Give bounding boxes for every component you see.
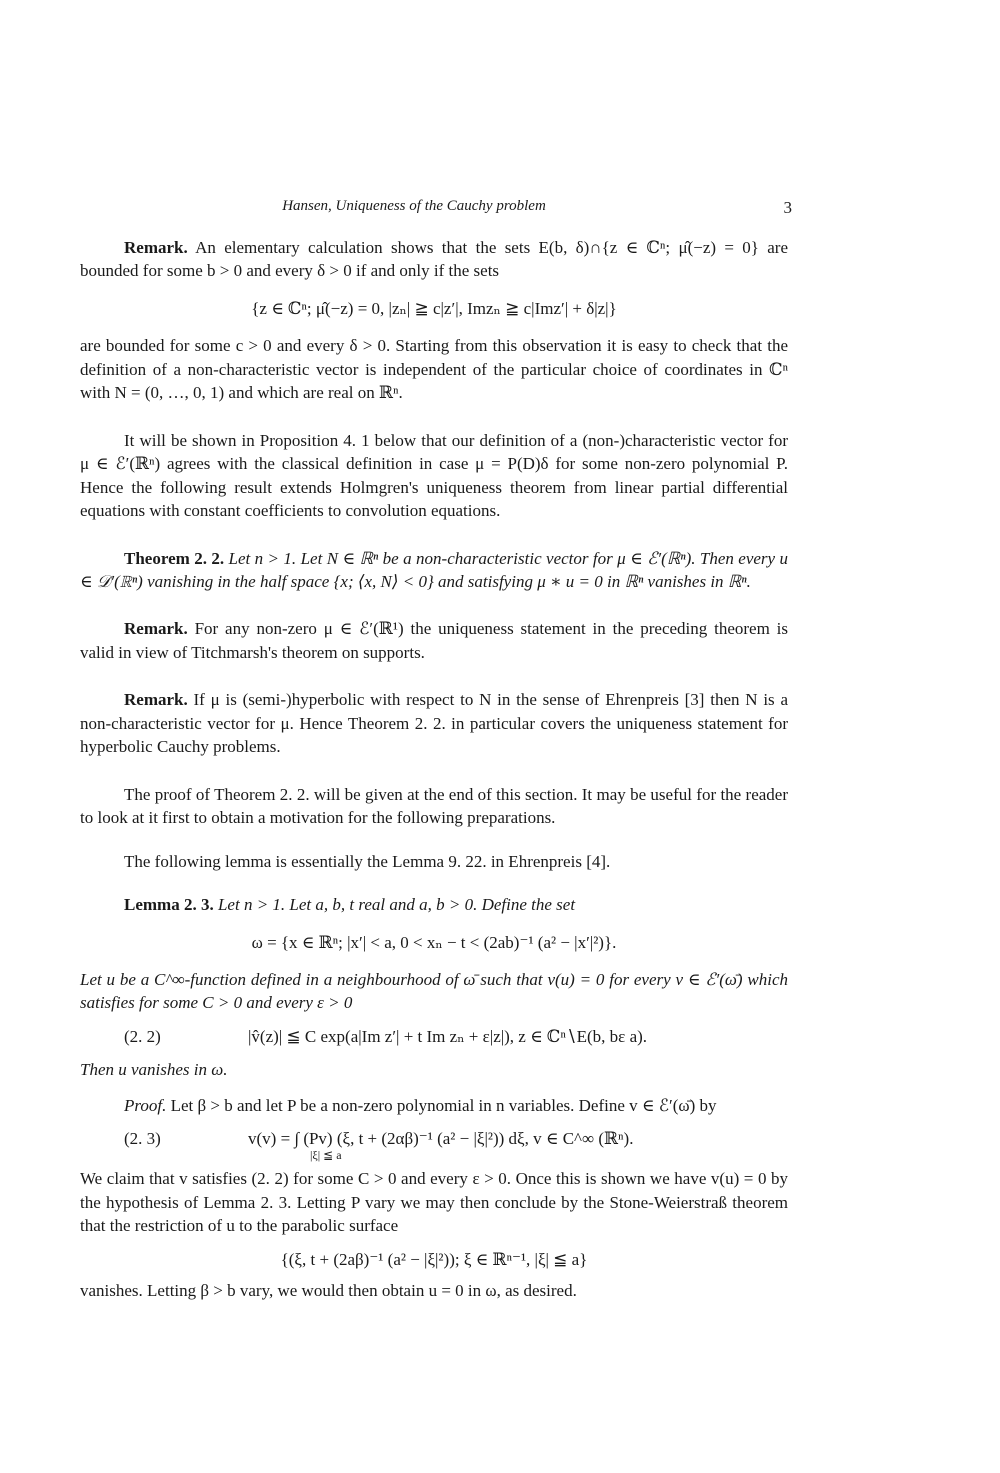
- equation-2-3-number: (2. 3): [124, 1129, 161, 1149]
- equation-2-2: [80, 1025, 788, 1048]
- lemma-label: Lemma 2. 3.: [124, 895, 214, 915]
- lemma-text-b: Let u be a C^∞-function defined in a neighbourhood of ω̄ such that v(u) = 0 for every v ∈ ℰ′(ω̄) which satisfies for some C > 0 and every ε > 0: [80, 969, 788, 1013]
- remark-2-label: Remark.: [124, 619, 188, 639]
- surface-display: {(ξ, t + (2aβ)⁻¹ (a² − |ξ|²)); ξ ∈ ℝⁿ⁻¹, |ξ| ≦ a}: [280, 1249, 588, 1269]
- lemma-conclusion: Then u vanishes in ω.: [80, 1060, 228, 1080]
- remark-2: [80, 617, 788, 664]
- lemma-intro-paragraph: The following lemma is essentially the Lemma 9. 22. in Ehrenpreis [4].: [124, 851, 611, 871]
- theorem-text: Let n > 1. Let N ∈ ℝⁿ be a non-characteristic vector for μ ∈ ℰ′(ℝⁿ). Then every u ∈ 𝒟′(ℝⁿ) vanishing in the half space {x; ⟨x, N⟩ < 0} and satisfying μ ∗ u = 0 in ℝⁿ vanishes in ℝⁿ.: [80, 548, 788, 591]
- equation-2-2-number: (2. 2): [124, 1026, 161, 1046]
- page-body: [80, 196, 792, 1303]
- lemma-2-3: [80, 893, 788, 916]
- equation-2-3: [80, 1127, 788, 1163]
- remark-3: [80, 688, 788, 758]
- proof-paragraph: [80, 1094, 788, 1117]
- running-head: [80, 196, 792, 220]
- remark-1-text-a: An elementary calculation shows that the sets E(b, δ)∩{z ∈ ℂⁿ; μ̂(−z) = 0} are bounded for some b > 0 and every δ > 0 if and only if the sets: [80, 238, 788, 281]
- theorem-label: Theorem 2. 2.: [124, 548, 225, 568]
- equation-2-3-subscript: |ξ| ≦ a: [310, 1147, 342, 1162]
- proof-intro-paragraph: The proof of Theorem 2. 2. will be given at the end of this section. It may be useful for the reader to look at it first to obtain a motivation for the following preparations.: [80, 784, 788, 828]
- remark-3-text: If μ is (semi-)hyperbolic with respect to N in the sense of Ehrenpreis [3] then N is a non-characteristic vector for μ. Hence Theorem 2. 2. in particular covers the uniqueness statement for hyperbolic Cauchy problems.: [80, 690, 788, 757]
- final-paragraph: vanishes. Letting β > b vary, we would then obtain u = 0 in ω, as desired.: [80, 1281, 577, 1301]
- remark-1-text-b: are bounded for some c > 0 and every δ > 0. Starting from this observation it is easy to check that the definition of a non-characteristic vector is independent of the particular choice of coordinates in ℂⁿ with N = (0, …, 0, 1) and which are real on ℝⁿ.: [80, 336, 788, 403]
- remark-1: [80, 236, 788, 283]
- remark-3-label: Remark.: [124, 690, 188, 710]
- page-number: 3: [783, 198, 792, 217]
- lemma-text-a: Let n > 1. Let a, b, t real and a, b > 0. Define the set: [213, 895, 576, 915]
- lemma-display: ω = {x ∈ ℝⁿ; |x′| < a, 0 < xₙ − t < (2ab)⁻¹ (a² − |x′|²)}.: [251, 932, 617, 952]
- remark-1-label: Remark.: [124, 238, 188, 257]
- equation-2-3-wrap: [204, 1127, 788, 1163]
- proof-text: Let β > b and let P be a non-zero polynomial in n variables. Define v ∈ ℰ′(ω̄) by: [166, 1095, 717, 1115]
- equation-2-2-body: |v̂(z)| ≦ C exp(a|Im z′| + t Im zₙ + ε|z|), z ∈ ℂⁿ∖E(b, bε a).: [248, 1026, 648, 1046]
- equation-2-3-body: v(v) = ∫ (Pv) (ξ, t + (2αβ)⁻¹ (a² − |ξ|²)) dξ, v ∈ C^∞ (ℝⁿ).: [248, 1129, 634, 1149]
- claim-paragraph: We claim that v satisfies (2. 2) for some C > 0 and every ε > 0. Once this is shown we have v(u) = 0 by the hypothesis of Lemma 2. 3. Letting P vary we may then conclude by the Stone-Weierstraß theorem that the restriction of u to the parabolic surface: [80, 1169, 788, 1236]
- remark-1-display: {z ∈ ℂⁿ; μ̂(−z) = 0, |zₙ| ≧ c|z′|, Imzₙ ≧ c|Imz′| + δ|z|}: [251, 298, 617, 318]
- remark-2-text: For any non-zero μ ∈ ℰ′(ℝ¹) the uniqueness statement in the preceding theorem is valid in view of Titchmarsh's theorem on supports.: [80, 619, 788, 662]
- proposition-paragraph: It will be shown in Proposition 4. 1 below that our definition of a (non-)characteristic vector for μ ∈ ℰ′(ℝⁿ) agrees with the classical definition in case μ = P(D)δ for some non-zero polynomial P. Hence the following result extends Holmgren's uniqueness theorem from linear partial differential equations with constant coefficients to convolution equations.: [80, 430, 788, 521]
- proof-label: Proof.: [124, 1095, 167, 1115]
- theorem-2-2: [80, 547, 788, 594]
- running-title: Hansen, Uniqueness of the Cauchy problem: [282, 198, 546, 214]
